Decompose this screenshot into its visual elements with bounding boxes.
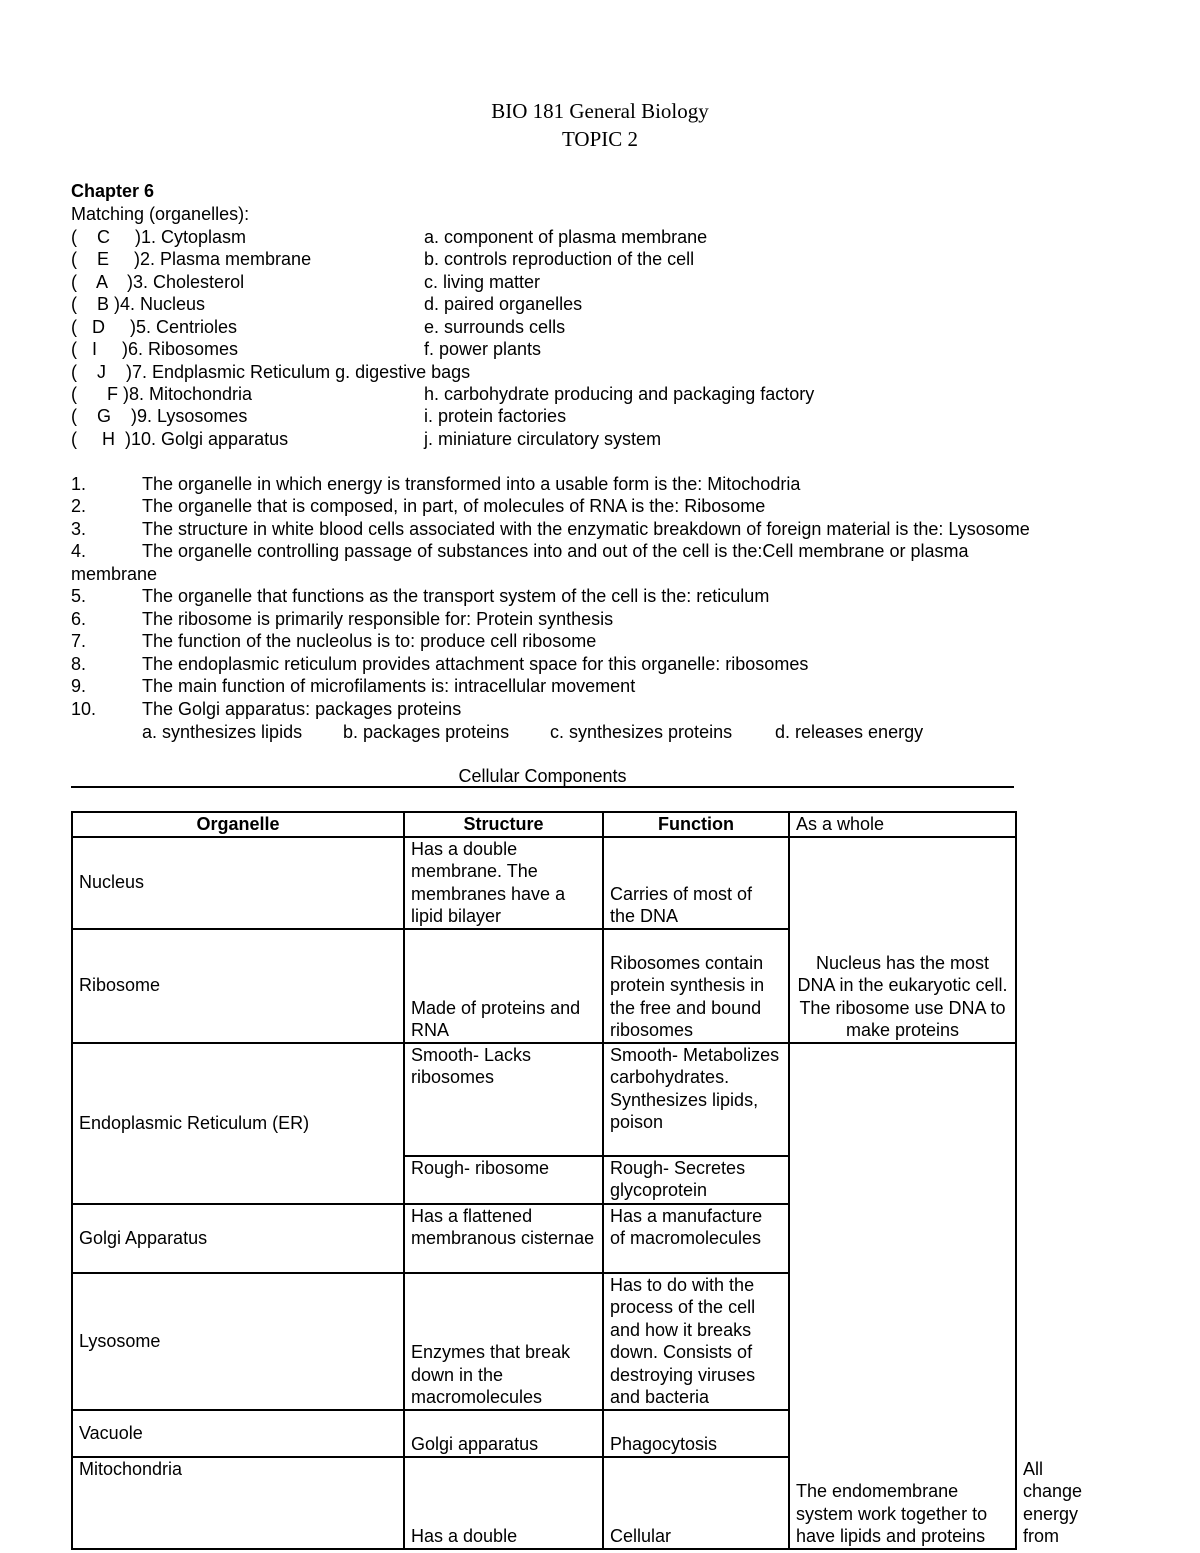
matching-item-right: a. component of plasma membrane xyxy=(424,227,708,247)
matching-label: Matching (organelles): xyxy=(71,204,250,224)
matching-item-right: f. power plants xyxy=(424,339,542,359)
question-text: The organelle that is composed, in part, of molecules of RNA is the: Ribosome xyxy=(142,496,766,516)
cell-structure: Has a flattened membranous cisternae xyxy=(404,1204,603,1273)
cell-function: Ribosomes contain protein synthesis in the free and bound ribosomes xyxy=(603,929,789,1043)
matching-item-left: ( G )9. Lysosomes xyxy=(71,406,248,426)
cell-structure: Has a double membrane. The membranes have a lipid bilayer xyxy=(404,837,603,929)
cell-function: Cellular xyxy=(603,1457,789,1549)
table-row: Mitochondria Has a double Cellular All change energy from xyxy=(72,1457,1016,1549)
matching-item-right: c. living matter xyxy=(424,272,541,292)
cell-organelle: Vacuole xyxy=(72,1410,404,1457)
cell-function: Has to do with the process of the cell and how it breaks down. Consists of destroying viruses and bacteria xyxy=(603,1273,789,1410)
page-subtitle: TOPIC 2 xyxy=(561,127,639,151)
question-number: 1. xyxy=(71,474,87,494)
matching-item-right: d. paired organelles xyxy=(424,294,583,314)
matching-item-right: j. miniature circulatory system xyxy=(424,429,662,449)
cell-structure: Smooth- Lacks ribosomes xyxy=(404,1043,603,1156)
question-text: The organelle that functions as the transport system of the cell is the: reticulum xyxy=(142,586,770,606)
q10-option-b: b. packages proteins xyxy=(343,722,510,742)
question-number: 3. xyxy=(71,519,87,539)
question-text: The ribosome is primarily responsible for: Protein synthesis xyxy=(142,609,614,629)
question-number: 8. xyxy=(71,654,87,674)
question-number: 9. xyxy=(71,676,87,696)
table-caption: Cellular Components xyxy=(458,766,627,786)
cell-function: Smooth- Metabolizes carbohydrates. Synthesizes lipids, poison xyxy=(603,1043,789,1156)
page-title: BIO 181 General Biology xyxy=(491,99,709,123)
cell-function: Carries of most of the DNA xyxy=(603,837,789,929)
cellular-components-table xyxy=(71,811,1083,1550)
cell-structure: Enzymes that break down in the macromolecules xyxy=(404,1273,603,1410)
cell-structure: Made of proteins and RNA xyxy=(404,929,603,1043)
question-text: The endoplasmic reticulum provides attachment space for this organelle: ribosomes xyxy=(142,654,809,674)
chapter-heading: Chapter 6 xyxy=(71,181,155,201)
table-header-row xyxy=(72,812,1016,837)
question-text: The organelle controlling passage of substances into and out of the cell is the:Cell membrane or plasma xyxy=(142,541,969,561)
question-text: The Golgi apparatus: packages proteins xyxy=(142,699,462,719)
matching-item-right: i. protein factories xyxy=(424,406,567,426)
q10-option-d: d. releases energy xyxy=(775,722,924,742)
matching-item-right: h. carbohydrate producing and packaging factory xyxy=(424,384,815,404)
caption-divider xyxy=(71,786,1014,788)
cell-structure: Rough- ribosome xyxy=(404,1156,603,1204)
cell-structure: Golgi apparatus xyxy=(404,1410,603,1457)
matching-item-left: ( E )2. Plasma membrane xyxy=(71,249,312,269)
cell-as-a-whole: The endomembrane system work together to have lipids and proteins xyxy=(789,1043,1016,1549)
cell-structure: Has a double xyxy=(404,1457,603,1549)
question-number: 7. xyxy=(71,631,87,651)
question-number: 2. xyxy=(71,496,87,516)
question-number: 5. xyxy=(71,586,87,606)
matching-item-left: ( C )1. Cytoplasm xyxy=(71,227,247,247)
q10-option-a: a. synthesizes lipids xyxy=(142,722,303,742)
cell-function: Phagocytosis xyxy=(603,1410,789,1457)
matching-item-left: ( F )8. Mitochondria xyxy=(71,384,253,404)
question-text: The main function of microfilaments is: intracellular movement xyxy=(142,676,636,696)
matching-item-right: b. controls reproduction of the cell xyxy=(424,249,695,269)
cell-organelle: Ribosome xyxy=(72,929,404,1043)
matching-item-left: ( I )6. Ribosomes xyxy=(71,339,239,359)
cell-function: Rough- Secretes glycoprotein xyxy=(603,1156,789,1204)
table-row xyxy=(72,837,1016,929)
question-number: 10. xyxy=(71,699,97,719)
table-row xyxy=(72,1043,1016,1156)
question-text: The function of the nucleolus is to: produce cell ribosome xyxy=(142,631,597,651)
matching-item-right: e. surrounds cells xyxy=(424,317,566,337)
cell-organelle: Golgi Apparatus xyxy=(72,1204,404,1273)
matching-item-left: ( B )4. Nucleus xyxy=(71,294,206,314)
matching-item-left: ( J )7. Endplasmic Reticulum g. digestive bags xyxy=(71,362,471,382)
matching-item-left: ( H )10. Golgi apparatus xyxy=(71,429,289,449)
header-organelle: Organelle xyxy=(72,812,404,837)
header-as-a-whole: As a whole xyxy=(789,812,1016,837)
cell-organelle: Nucleus xyxy=(72,837,404,929)
cell-organelle: Endoplasmic Reticulum (ER) xyxy=(72,1043,404,1204)
cell-organelle: Lysosome xyxy=(72,1273,404,1410)
question-number: 6. xyxy=(71,609,87,629)
cell-as-a-whole: Nucleus has the most DNA in the eukaryotic cell. The ribosome use DNA to make proteins xyxy=(789,837,1016,1043)
matching-item-left: ( A )3. Cholesterol xyxy=(71,272,245,292)
cell-organelle: Mitochondria xyxy=(72,1457,404,1549)
q10-option-c: c. synthesizes proteins xyxy=(550,722,733,742)
header-structure: Structure xyxy=(404,812,603,837)
question-text: The structure in white blood cells associated with the enzymatic breakdown of foreign material is the: Lysosome xyxy=(142,519,1030,539)
matching-item-left: ( D )5. Centrioles xyxy=(71,317,238,337)
header-function: Function xyxy=(603,812,789,837)
question-text: The organelle in which energy is transformed into a usable form is the: Mitochodria xyxy=(142,474,801,494)
question-number: 4. xyxy=(71,541,87,561)
cell-function: Has a manufacture of macromolecules xyxy=(603,1204,789,1273)
question-text-continued: membrane xyxy=(71,564,158,584)
